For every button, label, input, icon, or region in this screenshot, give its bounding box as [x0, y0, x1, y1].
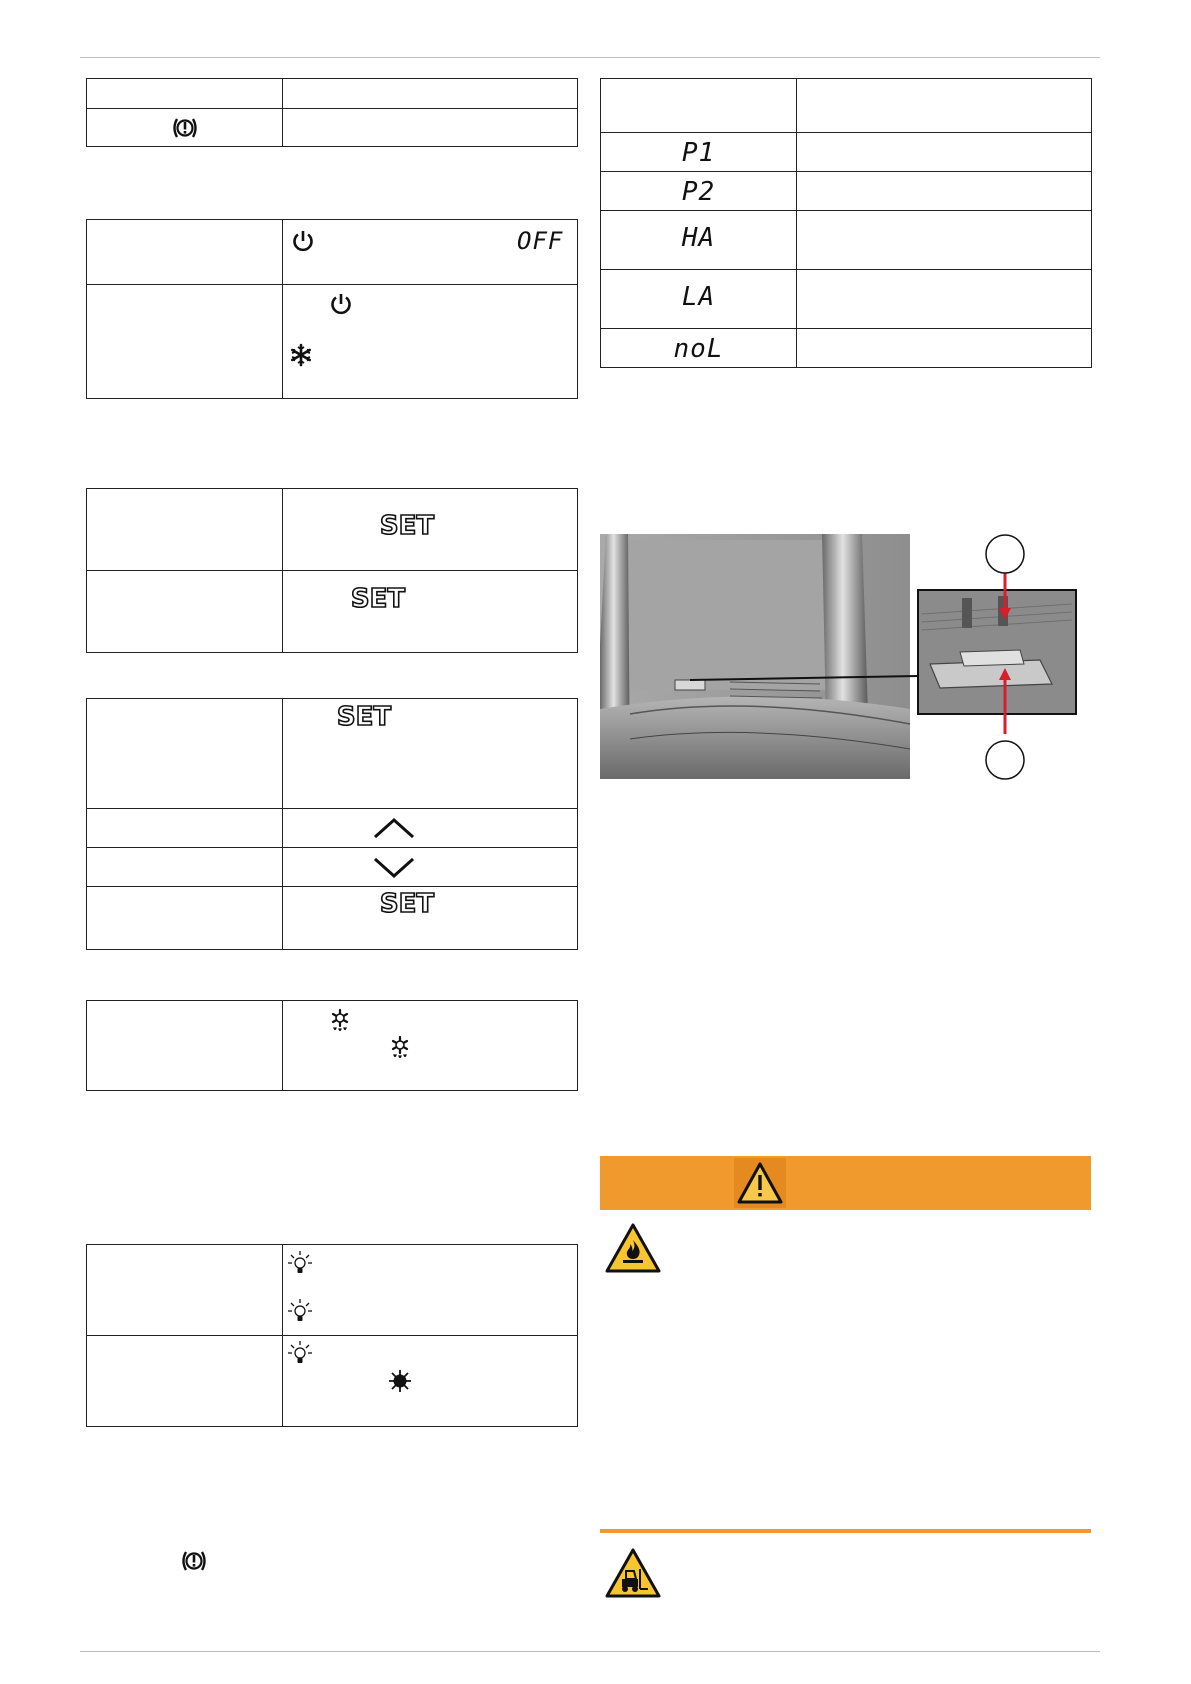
arrow-up-icon: [373, 817, 415, 839]
warning-header-bar: [600, 1156, 1091, 1210]
snowflake-icon: [289, 343, 313, 367]
forklift-warning-icon: [604, 1547, 662, 1599]
set-table: [86, 488, 578, 653]
arrow-down-icon: [373, 856, 415, 878]
defrost-icon: [329, 1008, 351, 1032]
set-display-icon: [342, 585, 414, 611]
alarm-exclamation-icon: [180, 1549, 208, 1573]
set-label: SET: [379, 512, 435, 538]
light-bulb-icon: [287, 1340, 313, 1366]
set-display-icon: [371, 890, 443, 916]
set-label: SET: [336, 703, 392, 729]
header-rule: [80, 57, 1100, 58]
light-bulb-icon: [287, 1250, 313, 1276]
set-display-icon: [371, 512, 443, 538]
power-icon: [291, 229, 315, 253]
set-label: SET: [350, 585, 406, 611]
light-table: [86, 1244, 578, 1427]
defrost-icon: [389, 1035, 411, 1059]
alarm-exclamation-icon: [171, 116, 199, 140]
code-p2: P2: [681, 177, 716, 207]
code-p1: P1: [681, 138, 716, 168]
alarm-table: [86, 78, 578, 147]
flammable-warning-icon: [604, 1222, 662, 1274]
warning-triangle-icon: [734, 1158, 786, 1208]
day-night-icon: [389, 1368, 421, 1394]
set-display-icon: [328, 703, 400, 729]
power-table: [86, 219, 578, 399]
alarm-codes-table: [600, 78, 1092, 368]
code-la: LA: [681, 282, 716, 312]
defrost-table: [86, 1000, 578, 1091]
code-ha: HA: [681, 223, 716, 253]
light-bulb-icon: [287, 1298, 313, 1324]
set-label: SET: [379, 890, 435, 916]
setpoint-table: [86, 698, 578, 950]
power-icon: [329, 292, 353, 316]
cabinet-figure: [600, 534, 1090, 794]
cabinet-illustration: [600, 534, 1090, 794]
display-off: OFF: [517, 227, 564, 255]
warning-divider: [600, 1529, 1091, 1533]
footer-rule: [80, 1651, 1100, 1652]
code-nol: noL: [673, 334, 724, 364]
